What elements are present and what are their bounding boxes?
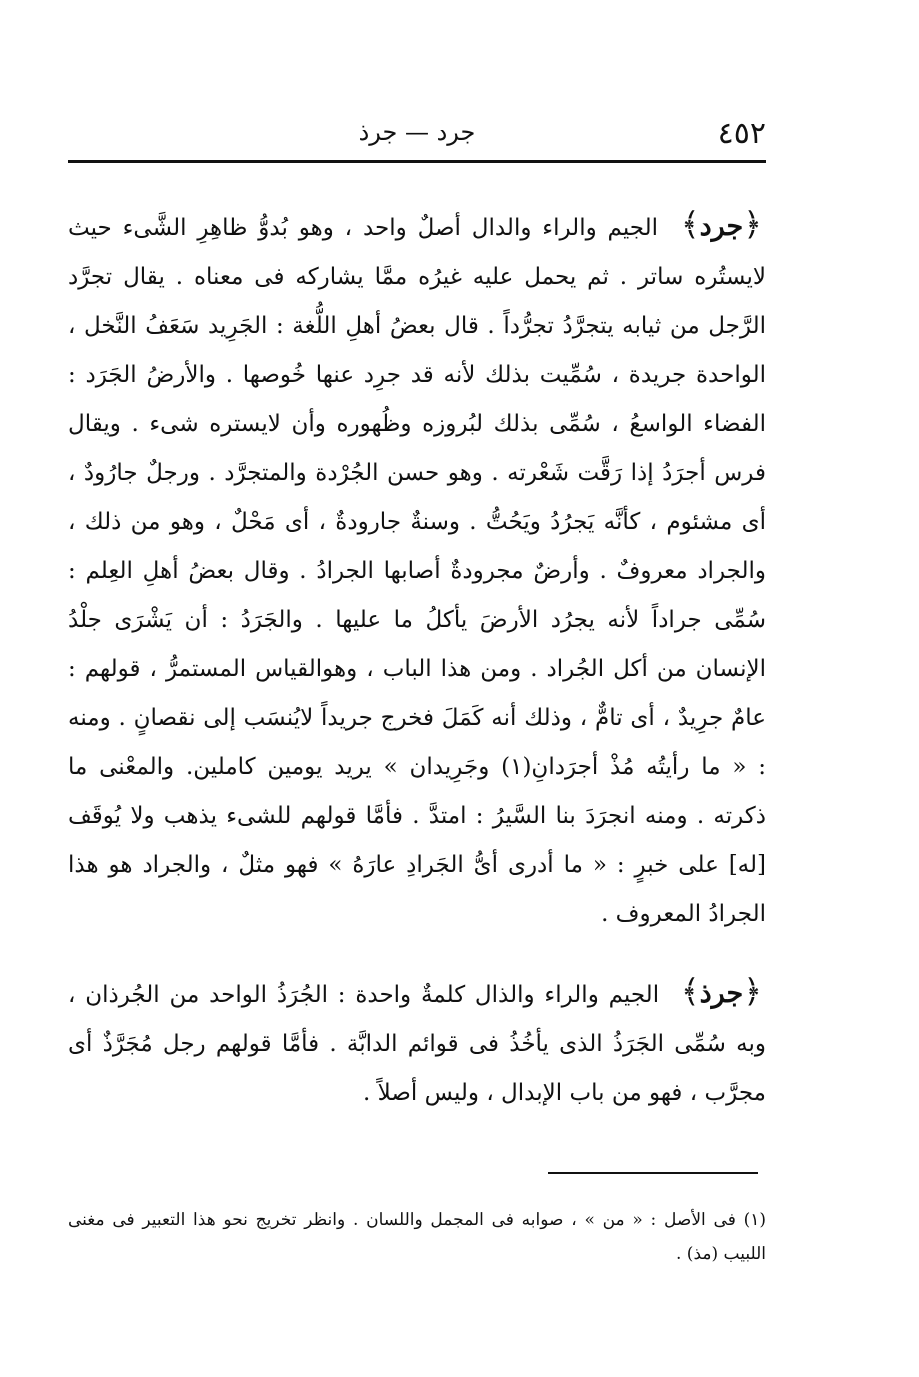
header-rule [68,160,766,163]
page-header [68,110,766,164]
entry-jrd [68,200,766,939]
footnote-1: (١) فى الأصل : « من » ، صوابه فى المجمل واللسان . وانظر تخريج نحو هذا التعبير فى مغنى اللبيب (مذ) . [68,1210,766,1264]
entry-headword: ﴿جرد﴾ [680,205,762,243]
entry-jrdh [68,967,766,1118]
ornamental-brace-open: ﴿ [743,972,763,1010]
dictionary-body [68,200,766,1118]
entry-text: الجيم والراء والدال أصلٌ واحد ، وهو بُدوُّ ظاهِرِ الشَّىء حيث لايستُره ساتر . ثم يحمل عليه غيرُه ممَّا يشاركه فى معناه . يقال تجرَّد الرَّجل من ثيابه يتجرَّدُ تجرُّداً . قال بعضُ أهلِ اللُّغة : الجَرِيد سَعَفُ النَّخل ، الواحدة جريدة ، سُمِّيت بذلك لأنه قد جرِد عنها خُوصها . والأرضُ الجَرَد : الفضاء الواسعُ ، سُمِّى بذلك لبُروزه وظُهوره وأن لايستره شىء . ويقال فرس أجرَدُ إذا رَقَّت شَعْرته . وهو حسن الجُرْدة والمتجرَّد . ورجلٌ جارُودٌ ، أى مشئوم ، كأنَّه يَجرُدُ ويَحُتُّ . وسنةٌ جارودةٌ ، أى مَحْلٌ ، وهو من ذلك ، والجراد معروفٌ . وأرضٌ مجرودةٌ أصابها الجرادُ . وقال بعضُ أهلِ العِلم : سُمِّى جراداً لأنه يجرُد الأرضَ يأكلُ ما عليها . والجَرَدُ : أن يَشْرَى جلْدُ الإنسان من أكل الجُراد . ومن هذا الباب ، وهوالقياس المستمرُّ ، قولهم : عامٌ جرِيدٌ ، أى تامٌّ ، وذلك أنه كَمَلَ فخرج جريداً لايُنسَب إلى نقصانٍ . ومنه : « ما رأيتُه مُذْ أجرَدانِ(١) وجَرِيدان » يريد يومين كاملين. والمعْنى ما ذكرته . ومنه انجرَدَ بنا السَّيرُ : امتدَّ . فأمَّا قولهم للشىء يذهب ولا يُوقَف [له] على خبرٍ : « ما أدرى أىُّ الجَرادِ عارَهُ » فهو مثلٌ ، والجراد هو هذا الجرادُ المعروف . [68,215,767,927]
entry-text: الجيم والراء والذال كلمةٌ واحدة : الجُرَذُ الواحد من الجُرذان ، وبه سُمِّى الجَرَذُ الذى يأخُذُ فى قوائم الدابَّة . فأمَّا قولهم رجل مُجَرَّذٌ أى مجرَّب ، فهو من باب الإبدال ، وليس أصلاً . [68,982,766,1106]
ornamental-brace-open: ﴿ [743,205,762,243]
ornamental-brace-close: ﴾ [680,972,700,1010]
footnote-rule [548,1172,758,1174]
page-number: ٤٥٢ [717,116,766,151]
ornamental-brace-close: ﴾ [680,205,700,243]
entry-headword: ﴿جرذ﴾ [680,972,763,1010]
running-head: جرد — جرذ [358,118,476,146]
footnotes [68,1203,766,1271]
